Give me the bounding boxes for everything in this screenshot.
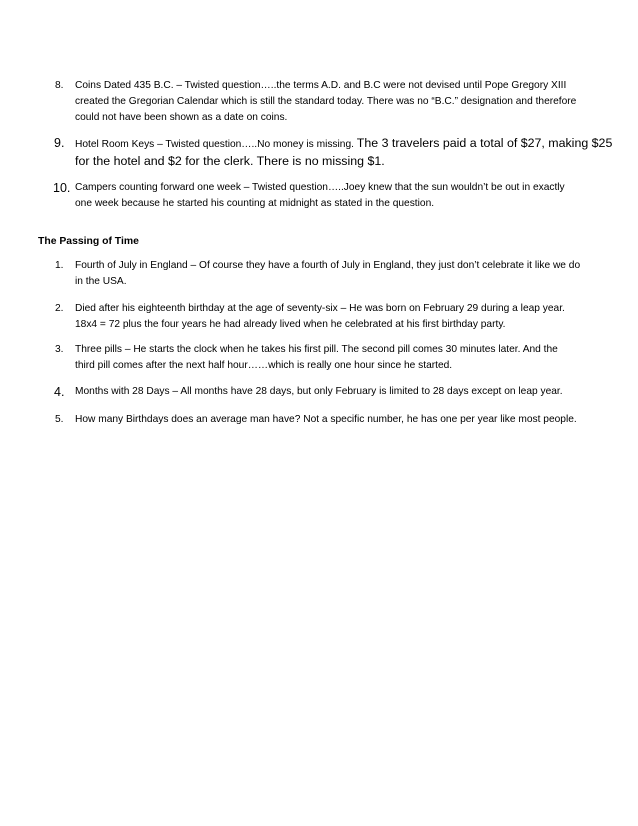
- list-item-text: [75, 135, 613, 170]
- section-title: The Passing of Time: [38, 236, 139, 247]
- list-item-text: [75, 301, 607, 333]
- list-item-number: 8.: [55, 80, 64, 91]
- text-line: could not have been shown as a date on coins.: [75, 112, 288, 123]
- text-line: Campers counting forward one week – Twisted question…..Joey knew that the sun wouldn’t be out in exactly: [75, 182, 565, 193]
- list-item-text: [75, 78, 607, 126]
- text-line: third pill comes after the next half hour……which is really one hour since he started.: [75, 360, 453, 371]
- list-item-text: [75, 180, 607, 212]
- list-item-text: [75, 384, 607, 400]
- list-item-text: [75, 412, 607, 428]
- text-line: Three pills – He starts the clock when he takes his first pill. The second pill comes 30 minutes later. And the: [75, 344, 558, 355]
- text-line: in the USA.: [75, 276, 127, 287]
- text-line: one week because he started his counting at midnight as stated in the question.: [75, 198, 435, 209]
- list-item-number: 3.: [55, 344, 64, 355]
- list-item-number: 5.: [55, 414, 64, 425]
- text-segment: The 3 travelers paid a total of $27, making $25: [356, 136, 613, 150]
- text-line: How many Birthdays does an average man have? Not a specific number, he has one per year like most people.: [75, 414, 577, 425]
- text-line: Coins Dated 435 B.C. – Twisted question…..the terms A.D. and B.C were not devised until Pope Gregory XIII: [75, 80, 567, 91]
- list-item-number: 9.: [54, 136, 65, 150]
- list-item-text: [75, 342, 607, 374]
- list-item-number: 4.: [54, 385, 65, 399]
- list-item-number: 2.: [55, 303, 64, 314]
- text-line: created the Gregorian Calendar which is still the standard today. There was no “B.C.” designation and therefore: [75, 96, 577, 107]
- text-line: Fourth of July in England – Of course they have a fourth of July in England, they just don’t celebrate it like we do: [75, 260, 581, 271]
- list-item-text: [75, 258, 607, 290]
- text-line: for the hotel and $2 for the clerk. There is no missing $1.: [75, 154, 385, 168]
- text-line: 18x4 = 72 plus the four years he had already lived when he celebrated at his first birthday party.: [75, 319, 506, 330]
- text-segment: Hotel Room Keys – Twisted question…..No money is missing.: [75, 139, 357, 150]
- list-item-number: 10.: [53, 181, 71, 195]
- list-item-number: 1.: [55, 260, 64, 271]
- text-line: Months with 28 Days – All months have 28 days, but only February is limited to 28 days except on leap year.: [75, 386, 563, 397]
- text-line: Died after his eighteenth birthday at the age of seventy-six – He was born on February 29 during a leap year.: [75, 303, 565, 314]
